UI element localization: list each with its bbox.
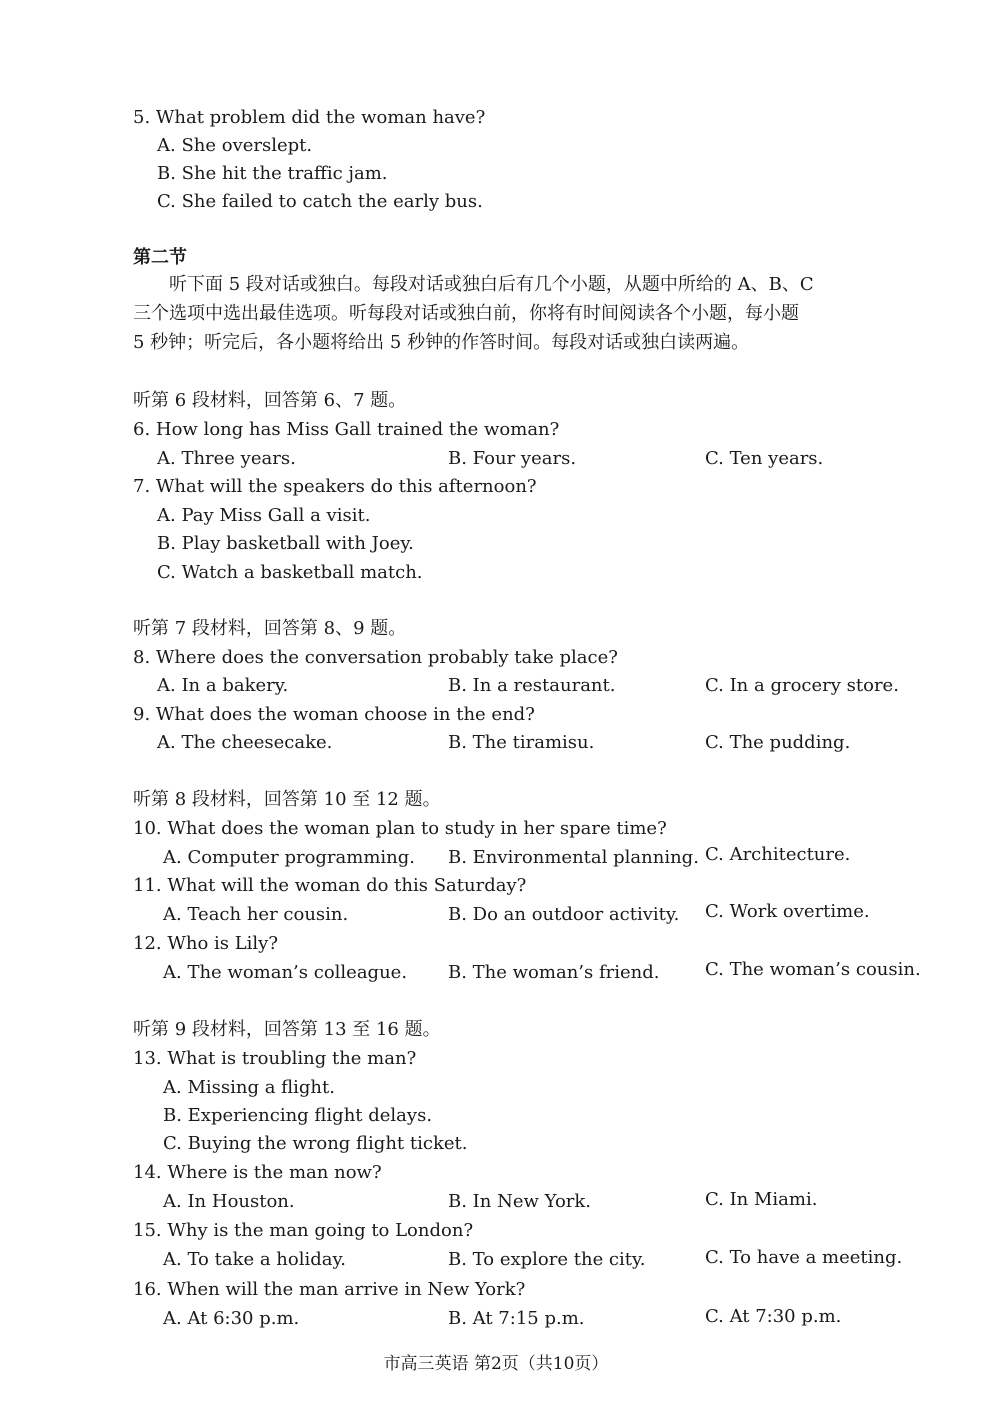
question-6-option-a: A. Three years. [157,448,296,469]
question-14-option-a: A. In Houston. [163,1191,295,1212]
question-15-stem: 15. Why is the man going to London? [133,1220,474,1241]
instruction-line-3: 5 秒钟；听完后，各小题将给出 5 秒钟的作答时间。每段对话或独白读两遍。 [133,332,750,353]
question-14-option-c: C. In Miami. [705,1189,818,1210]
question-10-option-a: A. Computer programming. [163,847,415,868]
question-13-option-c: C. Buying the wrong flight ticket. [163,1133,468,1154]
question-11-option-c: C. Work overtime. [705,901,870,922]
part-9-header: 听第 9 段材料，回答第 13 至 16 题。 [133,1019,441,1040]
question-12-option-c: C. The woman’s cousin. [705,959,921,980]
question-9-stem: 9. What does the woman choose in the end? [133,704,535,725]
question-7-option-b: B. Play basketball with Joey. [157,533,414,554]
question-12-option-b: B. The woman’s friend. [448,962,660,983]
section-2-instructions [133,270,913,357]
question-12-option-a: A. The woman’s colleague. [163,962,408,983]
question-8-option-c: C. In a grocery store. [705,675,899,696]
question-9-option-a: A. The cheesecake. [157,732,333,753]
question-11-option-b: B. Do an outdoor activity. [448,904,680,925]
question-10-option-b: B. Environmental planning. [448,847,699,868]
instruction-line-2: 三个选项中选出最佳选项。听每段对话或独白前，你将有时间阅读各个小题，每小题 [133,303,799,324]
question-8-option-b: B. In a restaurant. [448,675,616,696]
question-10-stem: 10. What does the woman plan to study in her spare time? [133,818,667,839]
question-13-option-b: B. Experiencing flight delays. [163,1105,433,1126]
page-footer: 市高三英语 第2页（共10页） [383,1354,609,1374]
section-2-title: 第二节 [133,247,187,268]
question-8-option-a: A. In a bakery. [157,675,289,696]
question-9-option-b: B. The tiramisu. [448,732,595,753]
question-5-option-a: A. She overslept. [157,135,313,156]
question-6-option-c: C. Ten years. [705,448,824,469]
question-9-option-c: C. The pudding. [705,732,851,753]
question-16-option-c: C. At 7:30 p.m. [705,1306,842,1327]
question-16-option-a: A. At 6:30 p.m. [163,1308,300,1329]
question-11-stem: 11. What will the woman do this Saturday? [133,875,527,896]
question-15-option-b: B. To explore the city. [448,1249,646,1270]
question-8-stem: 8. Where does the conversation probably take place? [133,647,618,668]
part-6-header: 听第 6 段材料，回答第 6、7 题。 [133,390,407,411]
question-16-option-b: B. At 7:15 p.m. [448,1308,585,1329]
question-5-stem: 5. What problem did the woman have? [133,107,486,128]
question-14-stem: 14. Where is the man now? [133,1162,382,1183]
question-7-option-a: A. Pay Miss Gall a visit. [157,505,371,526]
question-15-option-c: C. To have a meeting. [705,1247,903,1268]
question-6-stem: 6. How long has Miss Gall trained the woman? [133,419,560,440]
question-5-option-b: B. She hit the traffic jam. [157,163,388,184]
part-8-header: 听第 8 段材料，回答第 10 至 12 题。 [133,789,441,810]
question-7-option-c: C. Watch a basketball match. [157,562,423,583]
question-16-stem: 16. When will the man arrive in New York? [133,1279,526,1300]
question-10-option-c: C. Architecture. [705,844,851,865]
question-13-option-a: A. Missing a flight. [163,1077,335,1098]
question-15-option-a: A. To take a holiday. [163,1249,347,1270]
instruction-line-1: 听下面 5 段对话或独白。每段对话或独白后有几个小题，从题中所给的 A、B、C [169,274,814,295]
question-13-stem: 13. What is troubling the man? [133,1048,417,1069]
question-11-option-a: A. Teach her cousin. [163,904,349,925]
question-6-option-b: B. Four years. [448,448,577,469]
question-5-option-c: C. She failed to catch the early bus. [157,191,483,212]
question-14-option-b: B. In New York. [448,1191,592,1212]
part-7-header: 听第 7 段材料，回答第 8、9 题。 [133,618,407,639]
question-12-stem: 12. Who is Lily? [133,933,279,954]
question-7-stem: 7. What will the speakers do this afternoon? [133,476,537,497]
